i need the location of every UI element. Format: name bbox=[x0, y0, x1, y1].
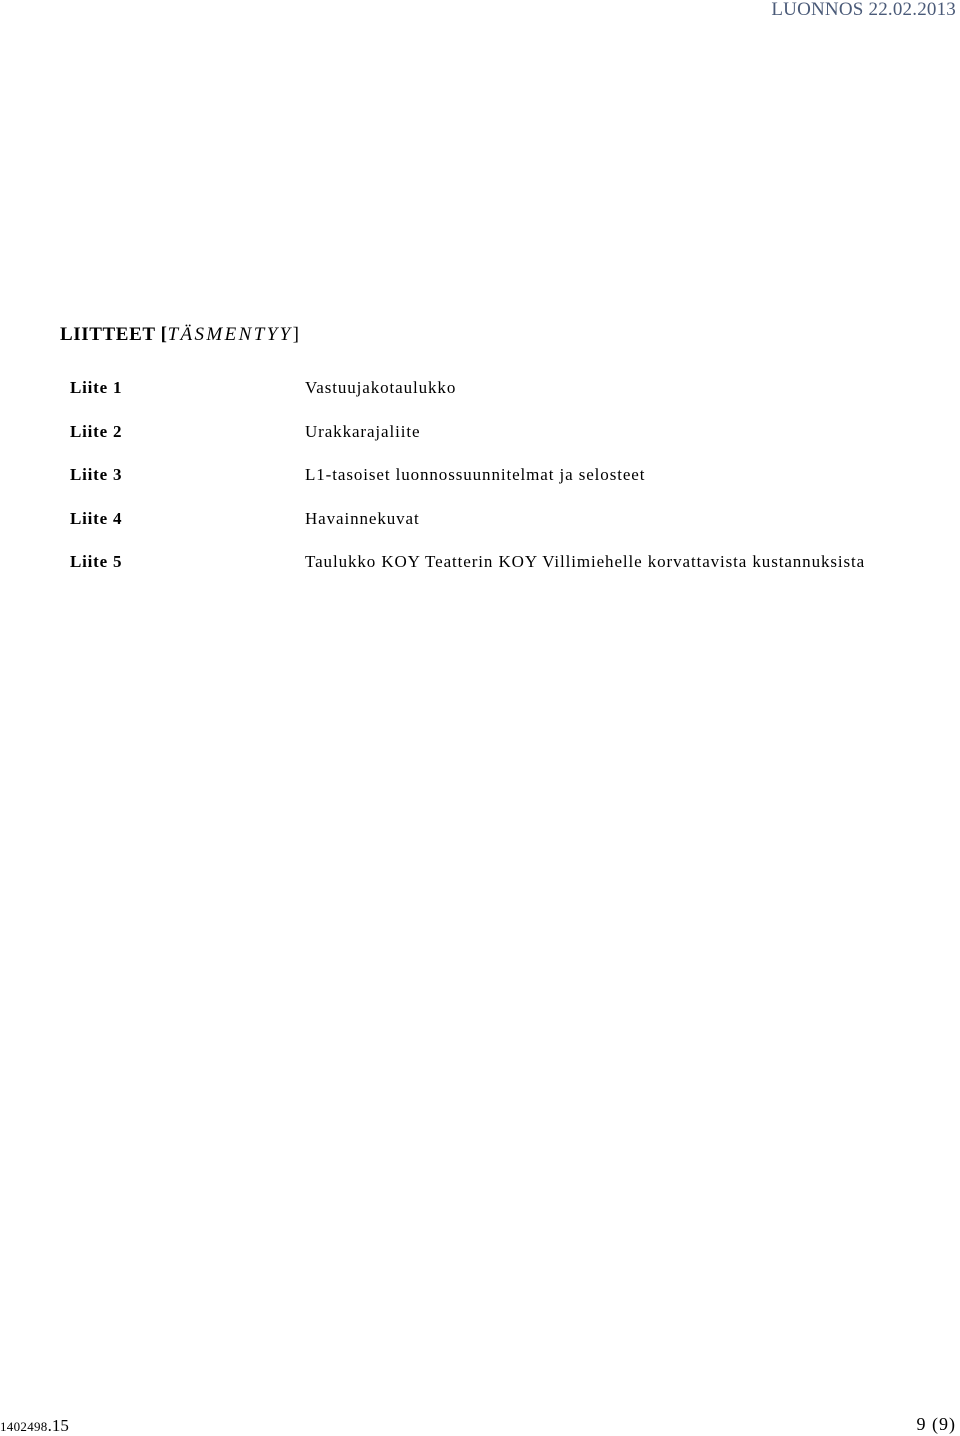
attachment-label: Liite 1 bbox=[70, 378, 123, 397]
attachment-title: Vastuujakotaulukko bbox=[305, 378, 457, 397]
attachment-label: Liite 3 bbox=[70, 465, 123, 485]
attachment-row bbox=[70, 509, 950, 553]
attachment-row bbox=[70, 552, 950, 596]
draft-stamp: LUONNOS 22.02.2013 bbox=[771, 0, 956, 20]
section-heading-suffix: ] bbox=[292, 324, 300, 345]
document-id: 1402498 bbox=[0, 1419, 48, 1434]
attachment-row bbox=[70, 378, 950, 422]
attachment-label: Liite 4 bbox=[70, 508, 123, 528]
attachment-title: Urakkarajaliite bbox=[305, 421, 421, 441]
attachment-label: Liite 2 bbox=[70, 421, 123, 441]
section-heading bbox=[60, 324, 300, 346]
document-id-suffix: .15 bbox=[47, 1416, 69, 1435]
attachment-title: Taulukko KOY Teatterin KOY Villimiehelle korvattavista kustannuksista bbox=[305, 552, 866, 572]
attachment-label: Liite 5 bbox=[70, 552, 123, 572]
section-heading-status: TÄSMENTYY bbox=[167, 324, 293, 345]
attachment-row bbox=[70, 422, 950, 466]
section-heading-prefix: LIITTEET [ bbox=[60, 324, 168, 345]
attachment-list bbox=[70, 378, 950, 596]
attachment-title: L1-tasoiset luonnossuunnitelmat ja selosteet bbox=[305, 465, 646, 485]
page-number: 9 (9) bbox=[916, 1414, 956, 1434]
attachment-row bbox=[70, 465, 950, 509]
attachment-title: Havainnekuvat bbox=[305, 508, 420, 528]
document-reference bbox=[0, 1416, 69, 1436]
